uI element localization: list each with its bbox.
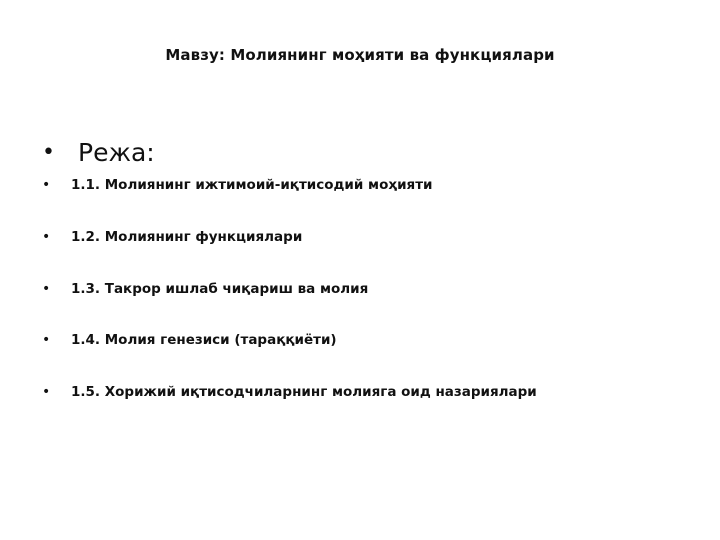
plan-heading [42,138,155,167]
list-item [42,384,537,400]
list-item-text: 1.4. Молия генезиси (тараққиёти) [71,332,337,348]
plan-heading-text: Режа: [78,138,155,167]
list-item-text: 1.1. Молиянинг ижтимоий-иқтисодий моҳияти [71,177,433,193]
bullet-icon: • [42,384,51,400]
slide-title: Мавзу: Молиянинг моҳияти ва функциялари [165,46,555,64]
list-item [42,229,302,245]
list-item-text: 1.2. Молиянинг функциялари [71,229,303,245]
bullet-icon: • [42,229,51,245]
bullet-icon: • [42,281,51,297]
bullet-icon: • [42,177,51,193]
bullet-icon: • [42,140,55,165]
list-item-text: 1.5. Хорижий иқтисодчиларнинг молияга оид назариялари [71,384,537,400]
list-item-text: 1.3. Такрор ишлаб чиқариш ва молия [71,281,369,297]
list-item [42,332,337,348]
list-item [42,177,432,193]
bullet-icon: • [42,332,51,348]
list-item [42,281,368,297]
